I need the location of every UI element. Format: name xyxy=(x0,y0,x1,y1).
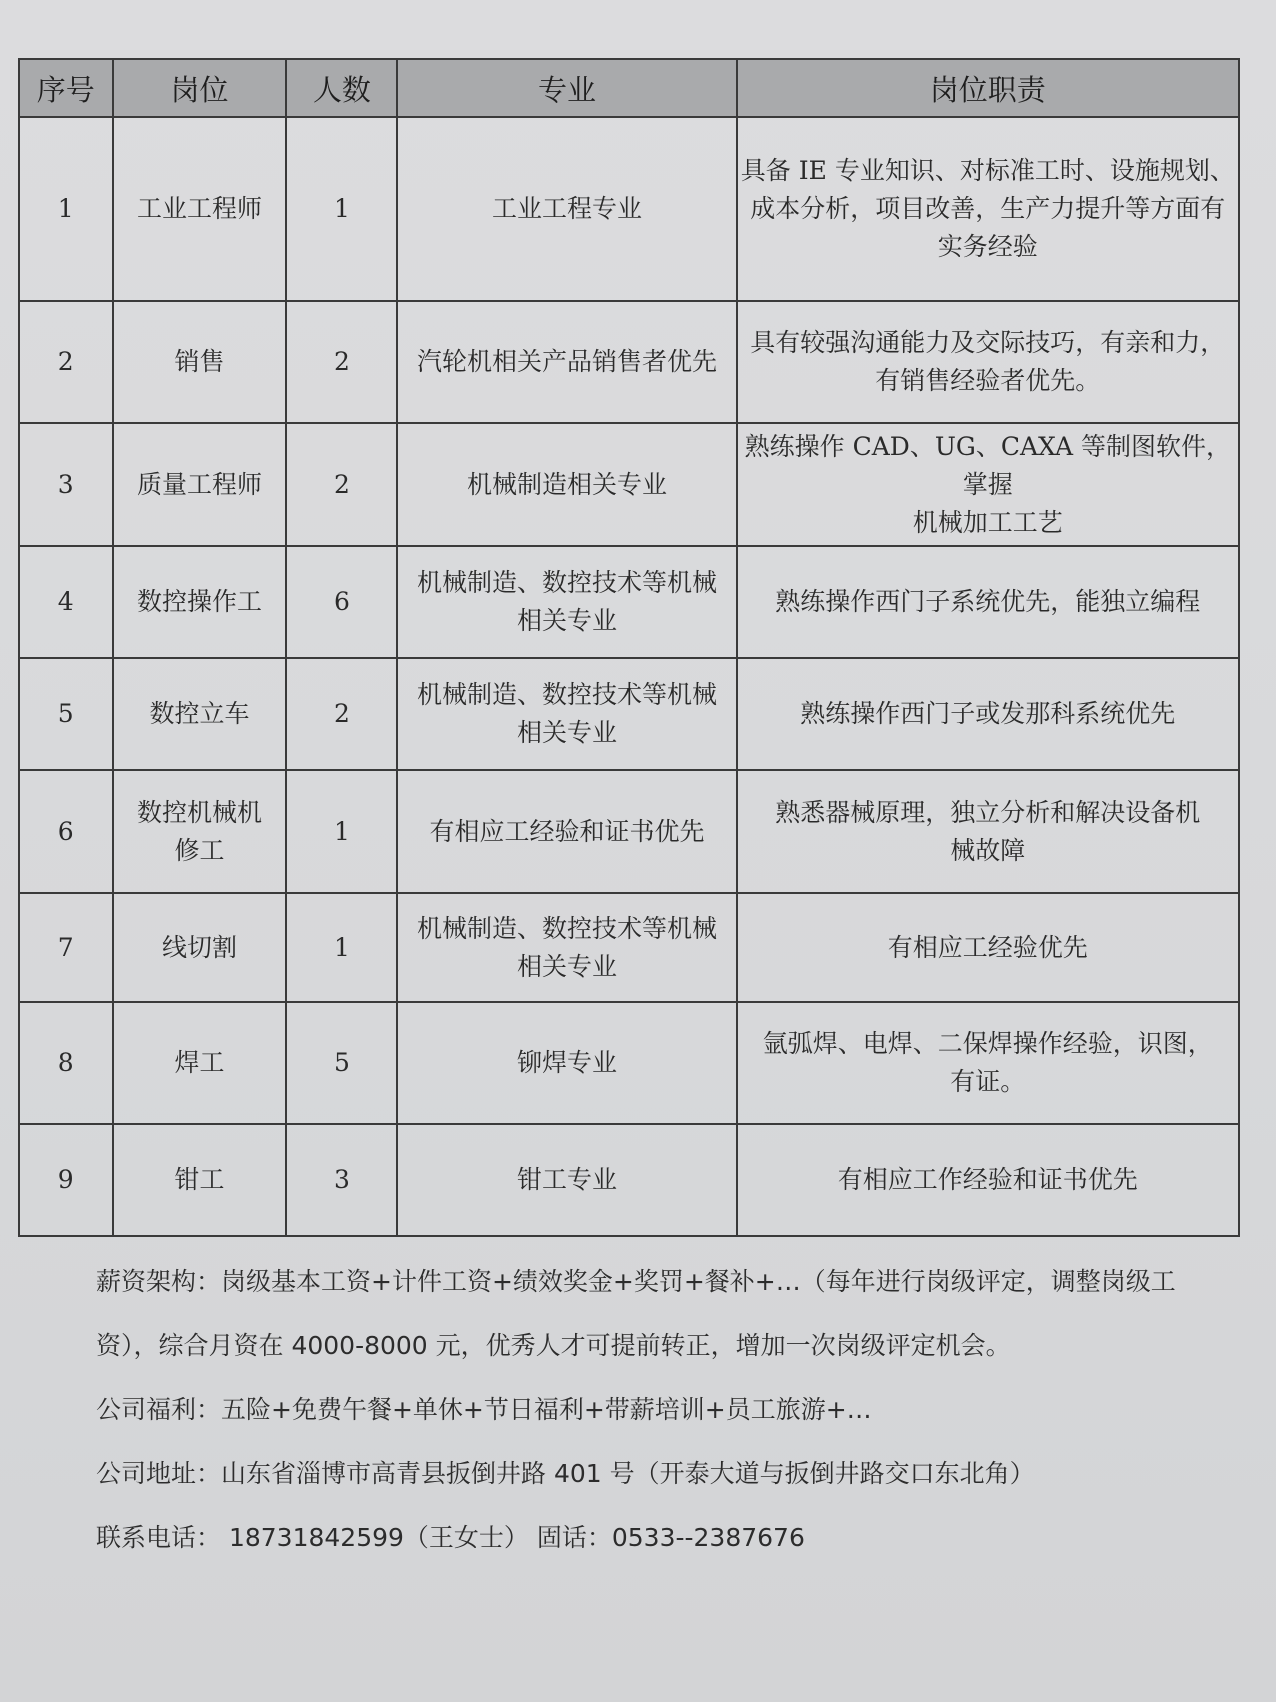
cell-major: 铆焊专业 xyxy=(397,1002,736,1124)
duty-line: 熟悉器械原理，独立分析和解决设备机 xyxy=(775,797,1201,827)
company-welfare: 公司福利：五险+免费午餐+单休+节日福利+带薪培训+员工旅游+… xyxy=(96,1395,872,1424)
cell-count: 2 xyxy=(286,423,397,546)
duty-line: 成本分析，项目改善，生产力提升等方面有 xyxy=(750,194,1226,223)
cell-duty xyxy=(737,423,1239,546)
cell-major xyxy=(397,893,736,1002)
cell-post: 钳工 xyxy=(113,1124,287,1236)
cell-count: 1 xyxy=(286,770,397,893)
duty-line: 熟练操作西门子或发那科系统优先 xyxy=(800,699,1176,728)
post-line: 数控机械机 xyxy=(136,797,262,827)
cell-no: 8 xyxy=(19,1002,113,1124)
header-duty: 岗位职责 xyxy=(737,59,1239,117)
duty-line: 具备 IE 专业知识、对标准工时、设施规划、 xyxy=(740,156,1235,185)
post-line: 修工 xyxy=(174,835,225,865)
cell-no: 1 xyxy=(19,117,113,301)
cell-count: 6 xyxy=(286,546,397,658)
cell-duty xyxy=(737,893,1239,1002)
major-line: 相关专业 xyxy=(516,718,617,747)
contact-phone: 联系电话： 18731842599（王女士） 固话：0533--2387676 xyxy=(96,1523,805,1552)
major-line: 机械制造、数控技术等机械 xyxy=(416,680,717,709)
cell-duty xyxy=(737,117,1239,301)
cell-no: 7 xyxy=(19,893,113,1002)
duty-line: 机械加工工艺 xyxy=(912,507,1063,537)
major-line: 机械制造、数控技术等机械 xyxy=(416,913,717,943)
duty-line: 熟练操作 CAD、UG、CAXA 等制图软件，掌握 xyxy=(744,431,1231,499)
cell-duty xyxy=(737,1124,1239,1236)
duty-line: 有相应工经验优先 xyxy=(887,932,1088,962)
cell-post: 数控操作工 xyxy=(113,546,287,658)
cell-count: 3 xyxy=(286,1124,397,1236)
duty-line: 熟练操作西门子系统优先，能独立编程 xyxy=(775,587,1201,616)
table-row xyxy=(19,770,1239,893)
duty-line: 实务经验 xyxy=(937,232,1038,261)
company-address: 公司地址：山东省淄博市高青县扳倒井路 401 号（开泰大道与扳倒井路交口东北角） xyxy=(96,1459,1035,1488)
cell-no: 6 xyxy=(19,770,113,893)
salary-structure-line1: 薪资架构：岗级基本工资+计件工资+绩效奖金+奖罚+餐补+…（每年进行岗级评定，调整岗级工 xyxy=(96,1267,1176,1296)
cell-major: 钳工专业 xyxy=(397,1124,736,1236)
cell-count: 5 xyxy=(286,1002,397,1124)
notes-section xyxy=(96,1250,1236,1570)
header-major: 专业 xyxy=(397,59,736,117)
cell-duty xyxy=(737,301,1239,423)
cell-post: 质量工程师 xyxy=(113,423,287,546)
table-row xyxy=(19,1124,1239,1236)
cell-post: 工业工程师 xyxy=(113,117,287,301)
cell-post: 线切割 xyxy=(113,893,287,1002)
cell-count: 1 xyxy=(286,893,397,1002)
table-row xyxy=(19,423,1239,546)
cell-no: 5 xyxy=(19,658,113,770)
table-row xyxy=(19,546,1239,658)
cell-major: 机械制造相关专业 xyxy=(397,423,736,546)
cell-duty xyxy=(737,658,1239,770)
cell-no: 3 xyxy=(19,423,113,546)
header-post: 岗位 xyxy=(113,59,287,117)
cell-count: 2 xyxy=(286,301,397,423)
cell-post xyxy=(113,770,287,893)
cell-major xyxy=(397,658,736,770)
cell-post: 焊工 xyxy=(113,1002,287,1124)
cell-duty xyxy=(737,1002,1239,1124)
duty-line: 具有较强沟通能力及交际技巧，有亲和力， xyxy=(750,328,1226,357)
cell-count: 2 xyxy=(286,658,397,770)
cell-count: 1 xyxy=(286,117,397,301)
table-row xyxy=(19,1002,1239,1124)
duty-line: 氩弧焊、电焊、二保焊操作经验，识图， xyxy=(762,1029,1213,1058)
table-row xyxy=(19,893,1239,1002)
cell-major: 有相应工经验和证书优先 xyxy=(397,770,736,893)
salary-structure-line2: 资），综合月资在 4000-8000 元，优秀人才可提前转正，增加一次岗级评定机会。 xyxy=(96,1331,1011,1360)
cell-major: 汽轮机相关产品销售者优先 xyxy=(397,301,736,423)
table-row xyxy=(19,301,1239,423)
duty-line: 械故障 xyxy=(950,835,1026,865)
cell-post: 数控立车 xyxy=(113,658,287,770)
major-line: 相关专业 xyxy=(516,951,617,981)
cell-major xyxy=(397,546,736,658)
cell-post: 销售 xyxy=(113,301,287,423)
job-table xyxy=(18,58,1240,1237)
table-row xyxy=(19,117,1239,301)
duty-line: 有相应工作经验和证书优先 xyxy=(837,1165,1138,1194)
major-line: 机械制造、数控技术等机械 xyxy=(416,568,717,597)
cell-no: 4 xyxy=(19,546,113,658)
cell-duty xyxy=(737,770,1239,893)
header-count: 人数 xyxy=(286,59,397,117)
cell-no: 2 xyxy=(19,301,113,423)
duty-line: 有证。 xyxy=(950,1067,1026,1096)
table-row xyxy=(19,658,1239,770)
duty-line: 有销售经验者优先。 xyxy=(875,366,1101,395)
cell-duty xyxy=(737,546,1239,658)
header-no: 序号 xyxy=(19,59,113,117)
table-header-row xyxy=(19,59,1239,117)
cell-no: 9 xyxy=(19,1124,113,1236)
major-line: 相关专业 xyxy=(516,606,617,635)
cell-major: 工业工程专业 xyxy=(397,117,736,301)
